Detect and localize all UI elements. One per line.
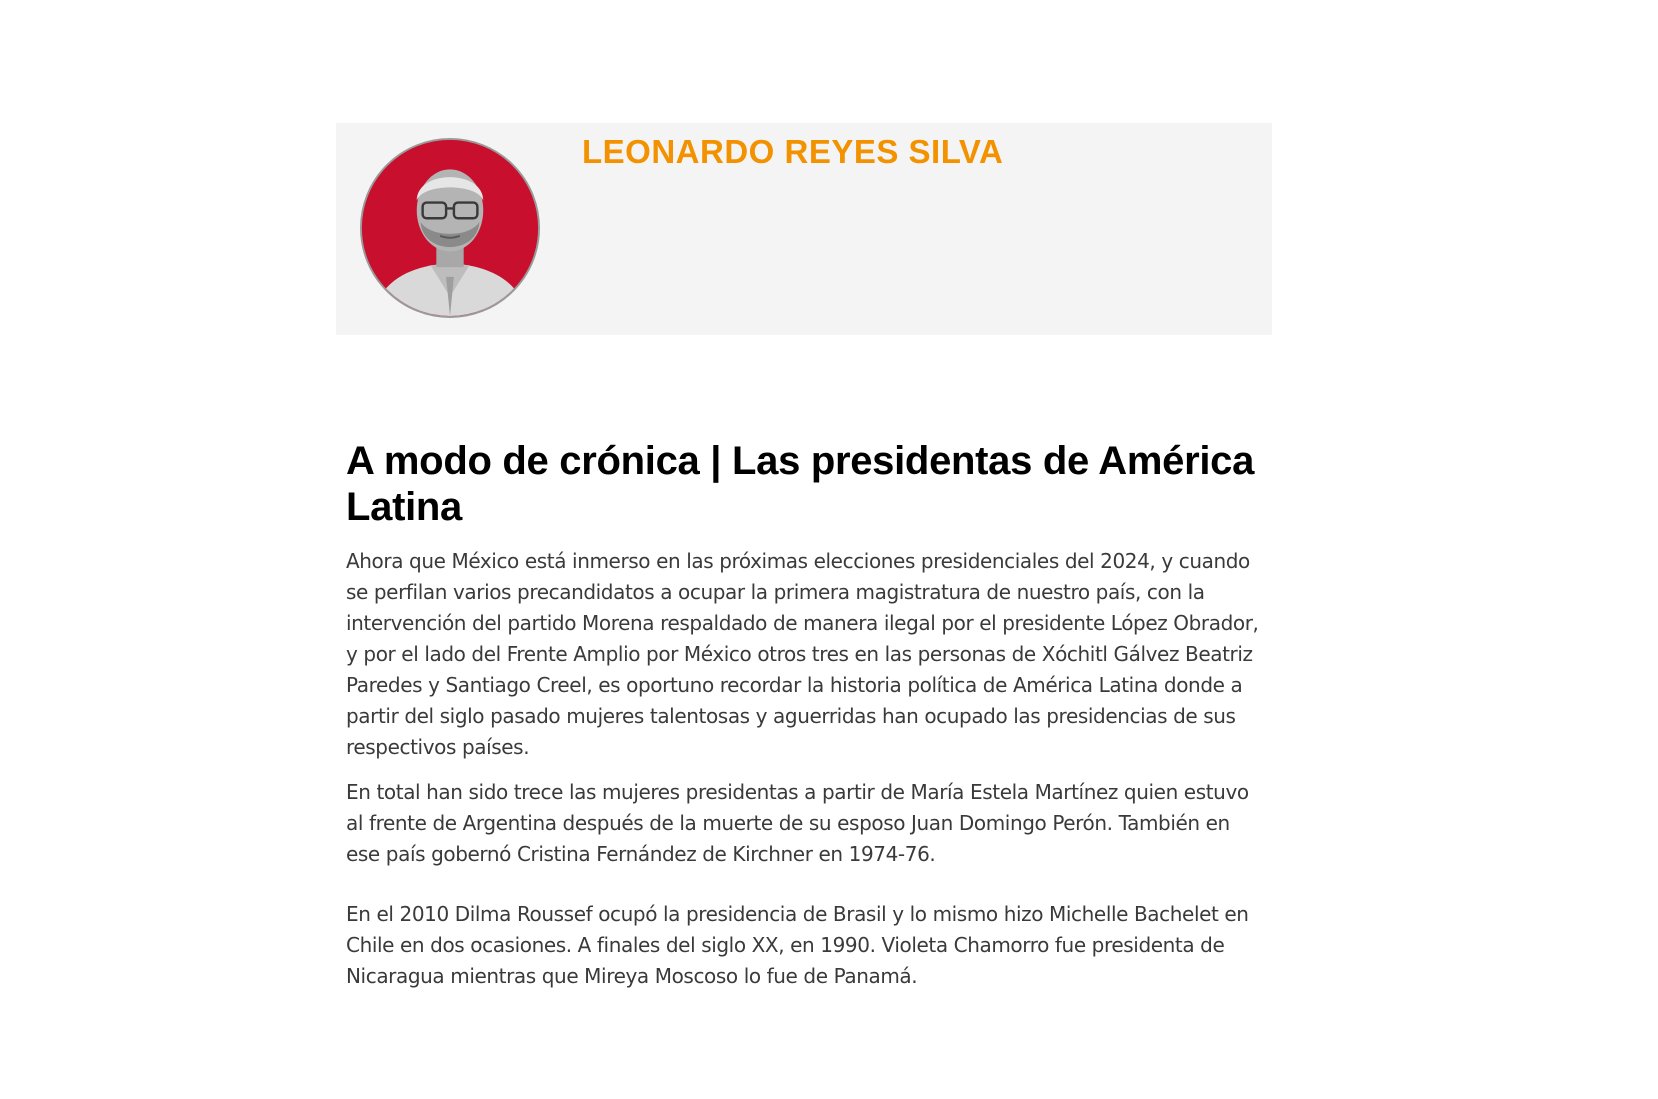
author-card bbox=[336, 123, 1272, 335]
author-name[interactable]: LEONARDO REYES SILVA bbox=[582, 133, 1004, 170]
article-paragraph: En el 2010 Dilma Roussef ocupó la presidencia de Brasil y lo mismo hizo Michelle Bachelet en Chile en dos ocasiones. A finales del siglo XX, en 1990. Violeta Chamorro fue presidenta de Nicaragua mientras que Mireya Moscoso lo fue de Panamá. bbox=[346, 902, 1249, 988]
article-paragraph: En total han sido trece las mujeres presidentas a partir de María Estela Martínez quien estuvo al frente de Argentina después de la muerte de su esposo Juan Domingo Perón. También en ese país gobernó Cristina Fernández de Kirchner en 1974-76. bbox=[346, 780, 1249, 866]
article bbox=[346, 438, 1266, 992]
article-paragraph: Ahora que México está inmerso en las próximas elecciones presidenciales del 2024, y cuando se perfilan varios precandidatos a ocupar la primera magistratura de nuestro país, con la intervención del partido Morena respaldado de manera ilegal por el presidente López Obrador, y por el lado del Frente Amplio por México otros tres en las personas de Xóchitl Gálvez Beatriz Paredes y Santiago Creel, es oportuno recordar la historia política de América Latina donde a partir del siglo pasado mujeres talentosas y aguerridas han ocupado las presidencias de sus respectivos países. bbox=[346, 549, 1259, 759]
article-body bbox=[346, 546, 1266, 992]
author-portrait-icon bbox=[362, 140, 538, 316]
author-avatar[interactable] bbox=[360, 138, 540, 318]
article-title[interactable]: A modo de crónica | Las presidentas de América Latina bbox=[346, 439, 1255, 529]
